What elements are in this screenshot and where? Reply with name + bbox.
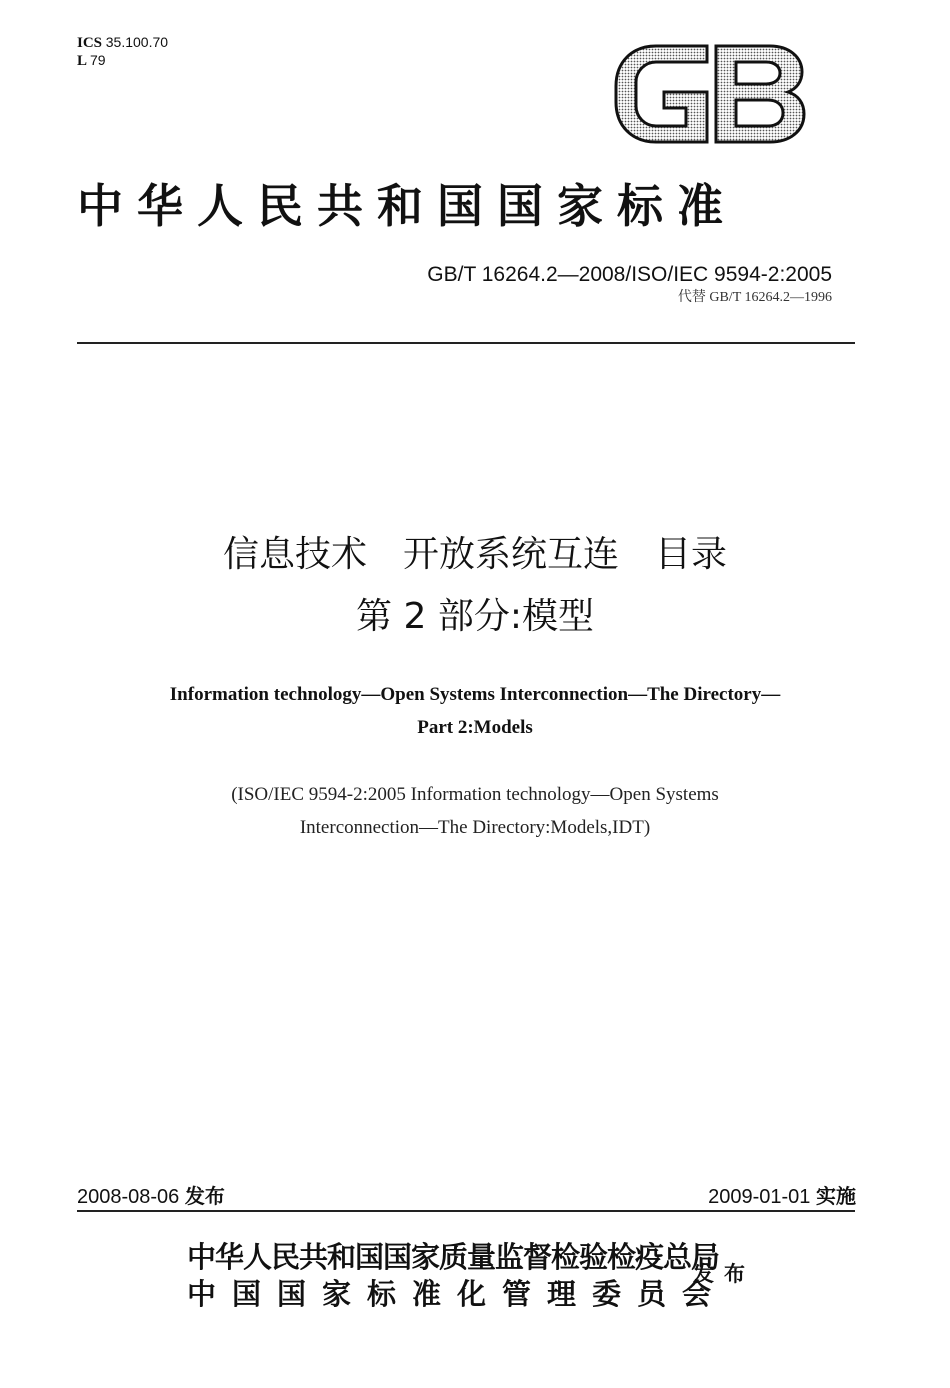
issue-date	[77, 1183, 225, 1210]
implementation-date	[708, 1183, 856, 1210]
l-label: L	[77, 53, 87, 69]
replaced-standard: 代替 GB/T 16264.2—1996	[677, 290, 832, 305]
title-cn-line2: 第 2 部分:模型	[356, 596, 594, 637]
implementation-date-label: 实施	[816, 1184, 856, 1208]
issue-date-value: 2008-08-06	[77, 1186, 180, 1208]
issuer-line2: 中国国家标准化管理委员会	[187, 1277, 728, 1311]
l-code	[77, 52, 168, 70]
issuer-action: 发布	[693, 1262, 755, 1286]
issue-date-label: 发布	[184, 1184, 225, 1208]
gb-logo-text: GB	[710, 102, 712, 103]
title-en-line1: Information technology—Open Systems Interconnection—The Directory—	[169, 684, 781, 705]
implementation-date-value: 2009-01-01	[708, 1186, 811, 1208]
title-en-line2: Part 2:Models	[417, 717, 533, 738]
footer-divider	[77, 1210, 855, 1212]
issuer-line1: 中华人民共和国国家质量监督检验检疫总局	[187, 1240, 720, 1274]
standard-number: GB/T 16264.2—2008/ISO/IEC 9594-2:2005	[427, 263, 832, 286]
gb-logo	[612, 42, 808, 146]
l-value: 79	[89, 52, 106, 68]
equivalence-line1: (ISO/IEC 9594-2:2005 Information technology—Open Systems	[231, 784, 719, 805]
header-divider	[77, 342, 855, 344]
national-standard-title: 中华人民共和国国家标准	[77, 179, 737, 233]
equivalence-line2: Interconnection—The Directory:Models,IDT)	[299, 817, 651, 838]
title-cn-line1: 信息技术 开放系统互连 目录	[222, 534, 727, 575]
ics-value: 35.100.70	[105, 34, 169, 50]
classification-codes	[77, 34, 168, 70]
ics-label: ICS	[77, 35, 103, 51]
ics-code	[77, 34, 168, 52]
